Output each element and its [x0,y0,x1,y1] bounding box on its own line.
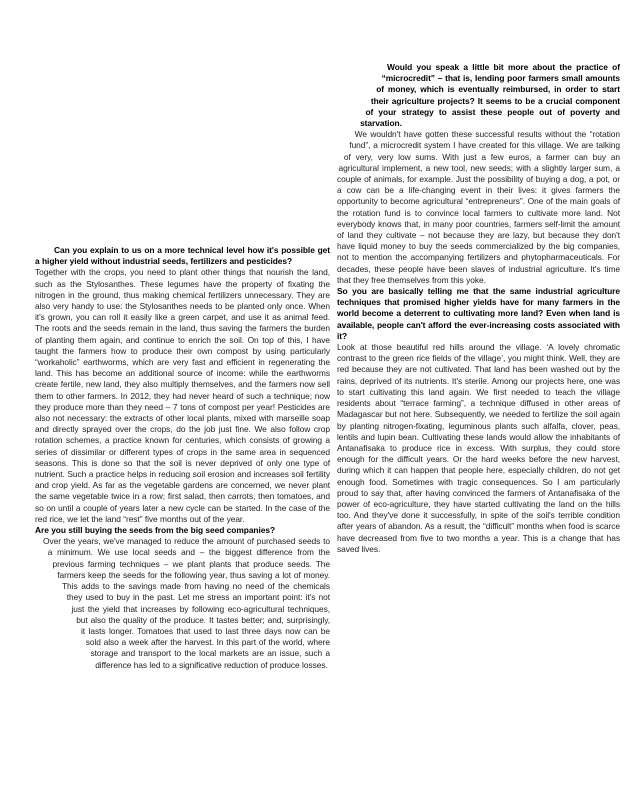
answer-local-seeds: Over the years, we've managed to reduce the amount of purchased seeds to a minimum. We use local seeds and – the biggest difference from the previous farming techniques – we plant plants that produce seeds. The farmers keep the seeds for the following year, thus saving a lot of money. This adds to the savings made from having no need of the chemicals they used to buy in the past. Let me stress an important point: it's not just the yield that increases by following eco-agricultural techniques, but also the quality of the produce. It tastes better; and, surprisingly, it lasts longer. Tomatoes that used to last three days now can be sold also a week after the harvest. In this part of the world, where storage and transport to the local markets are an issue, such a difference has led to a significative reduction of produce losses. [43,536,330,670]
question-yield-without-industrial-inputs: Can you explain to us on a more technical level how it's possible get a higher yield without industrial seeds, fertilizers and pesticides? [35,245,330,267]
answer-red-hills-terrace-farming: Look at those beautiful red hills around the village. ‘A lovely chromatic contrast to the green rice fields of the village’, you might think. Well, they are red because they are not cultivated. That land has been washed out by the rains, deprived of its nutrients. It's sterile. Among our projects here, one was to start cultivating this land again. We first needed to teach the village residents about “terrace farming”, a technique diffused in other areas of Madagascar but not here. Subsequently, we needed to fertilize the soil again by planting nitrogen-fixating, leguminous plants such alfalfa, clover, peas, lentils and lupin bean. Cultivating these lands would allow the inhabitants of Antanafisaka to produce rice in excess. With surplus, they could store enough for the difficult years. Or the hard weeks before the new harvest, during which it can happen that people here, especially children, do not get enough food. Sometimes with tragic consequences. So I am particularly proud to say that, after having convinced the farmers of Antanafisaka of the power of eco-agriculture, they have started cultivating the land on the hills too. And they've done it successfully, in spite of the soil's terrible condition after years of abandon. As a result, the “difficult” months when food is scarce have decreased from five to two months a year. This is a change that has saved lives. [337,342,620,554]
left-column [35,245,330,706]
answer-eco-agriculture-techniques: Together with the crops, you need to plant other things that nourish the land, such as the Stylosanthes. These legumes have the property of fixating the nitrogen in the ground, thus making chemical fertilizers unnecessary. They are also very handy to use: the Stylosanthes needs to be planted only once. When it's grown, you can roll it easily like a green carpet, and use it as animal feed. The roots and the seeds remain in the land, thus saving the farmers the burden of planting them again, and continue to enrich the soil. On top of this, I have taught the farmers how to produce their own compost by using particularly “workaholic” earthworms, which are very fast and efficient in regenerating the land. This has become an additional source of income: while the earthworms create fertile, new land, they also multiply themselves, and the farmers now sell them to other farmers. In 2012, they had never heard of such a technique; now they produce more than they need – 7 tons of compost per year! Pesticides are also not necessary: the extracts of other local plants, mixed with marseille soap and directly sprayed over the crops, do the job just fine. We also follow crop rotation schemes, a practice known for centuries, which consists of growing a series of dissimilar or different types of crops in the same area in sequenced seasons. This is done so that the soil is never deprived of only one type of nutrient. Such a practice helps in reducing soil erosion and increases soil fertility and crop yield. As far as the vegetable gardens are concerned, we never plant the same vegetable twice in a row; first salad, then carrots, then tomatoes, and so on until a couple of years later a new cycle can be started. In the case of the red rice, we let the land “rest” five months out of the year. [35,267,330,524]
right-column [337,62,620,555]
answer-rotation-fund: We wouldn't have gotten these successful results without the “rotation fund”, a microcredit system I have created for this village. We are talking of very, very low sums. With just a few euros, a farmer can buy an agricultural implement, a new tool, new seeds; with a slightly larger sum, a couple of animals, for example. Just the possibility of buying a dog, a pot, or a cow can be a life-changing event in their lives: it gives farmers the opportunity to become agricultural “entrepreneurs”. One of the main goals of the rotation fund is to convince local farmers to cultivate more land. Not everybody knows that, in many poor countries, farmers self-limit the amount of land they cultivate – not because they are lazy, but because they don't have liquid money to buy the seeds commercialized by the big companies, not to mention the accompanying fertilizers and phytopharmaceuticals. For decades, these people have been slaves of industrial agriculture. It's time that they free themselves from this yoke. [337,129,620,285]
question-industrial-agriculture-deterrent: So you are basically telling me that the same industrial agriculture techniques that promised higher yields have for many farmers in the world become a deterrent to cultivating more land? Even when land is available, people can't afford the ever-increasing costs associated with it? [337,286,620,341]
question-buying-seeds: Are you still buying the seeds from the big seed companies? [35,525,276,536]
question-microcredit: Would you speak a little bit more about the practice of “microcredit” – that is, lending poor farmers small amounts of money, which is eventually reimbursed, in order to start their agriculture projects? It seems to be a crucial component of your strategy to assist these people out of poverty and starvation. [360,62,620,129]
